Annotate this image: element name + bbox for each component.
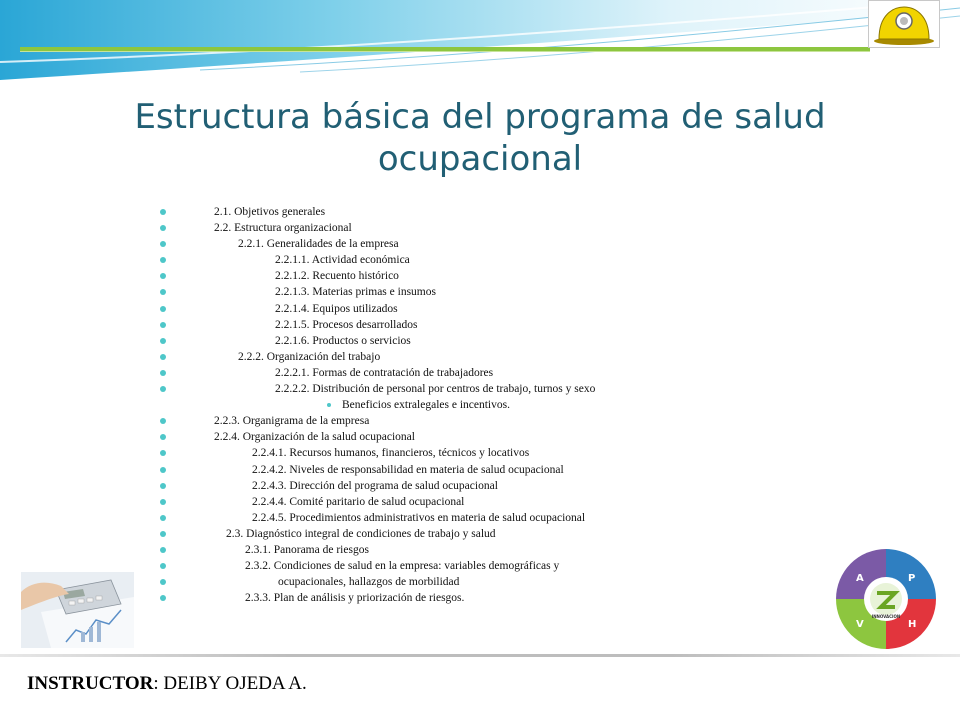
list-item: 2.1. Objetivos generales xyxy=(160,204,800,220)
bullet-icon xyxy=(160,515,166,521)
pdca-label-a: A xyxy=(856,573,864,584)
instructor-label: INSTRUCTOR xyxy=(27,673,154,694)
bullet-icon xyxy=(160,579,166,585)
list-item: 2.2.2.1. Formas de contratación de trabajadores xyxy=(160,365,800,381)
bullet-icon xyxy=(160,370,166,376)
list-item: 2.2.1.5. Procesos desarrollados xyxy=(160,317,800,333)
outline-list xyxy=(160,204,800,606)
list-item: ocupacionales, hallazgos de morbilidad xyxy=(160,574,800,590)
bullet-icon xyxy=(160,257,166,263)
list-item: 2.2.1. Generalidades de la empresa xyxy=(160,236,800,252)
bullet-icon xyxy=(160,418,166,424)
pdca-label-h: H xyxy=(908,619,917,630)
list-item: 2.3. Diagnóstico integral de condiciones de trabajo y salud xyxy=(160,526,800,542)
bullet-icon xyxy=(160,209,166,215)
instructor-name: DEIBY OJEDA A. xyxy=(163,673,307,694)
header-swoosh xyxy=(0,0,960,90)
list-item: 2.3.2. Condiciones de salud en la empresa: variables demográficas y xyxy=(160,558,800,574)
bullet-icon xyxy=(160,225,166,231)
list-item: 2.3.3. Plan de análisis y priorización de riesgos. xyxy=(160,590,800,606)
list-item: 2.2.1.2. Recuento histórico xyxy=(160,268,800,284)
list-item: Beneficios extralegales e incentivos. xyxy=(160,397,800,413)
bullet-icon xyxy=(160,338,166,344)
list-item: 2.2.1.3. Materias primas e insumos xyxy=(160,284,800,300)
list-item: 2.2.2.2. Distribución de personal por centros de trabajo, turnos y sexo xyxy=(160,381,800,397)
title-line-2: ocupacional xyxy=(377,139,583,179)
list-item: 2.2.4.3. Dirección del programa de salud ocupacional xyxy=(160,478,800,494)
pdca-label-v: V xyxy=(856,619,864,630)
bullet-icon xyxy=(160,306,166,312)
list-item: 2.2.1.4. Equipos utilizados xyxy=(160,301,800,317)
instructor-separator: : xyxy=(153,673,159,694)
bullet-icon xyxy=(160,547,166,553)
bullet-icon xyxy=(160,273,166,279)
list-item: 2.2.4.5. Procedimientos administrativos en materia de salud ocupacional xyxy=(160,510,800,526)
bullet-icon xyxy=(160,467,166,473)
list-item: 2.2.3. Organigrama de la empresa xyxy=(160,413,800,429)
page-title xyxy=(100,96,860,180)
calculator-photo xyxy=(21,572,134,648)
list-item: 2.2.1.1. Actividad económica xyxy=(160,252,800,268)
list-item: 2.2.4.4. Comité paritario de salud ocupacional xyxy=(160,494,800,510)
footer-divider xyxy=(0,654,960,657)
bullet-icon xyxy=(160,241,166,247)
pdca-center-label: INNOVACION xyxy=(871,614,901,619)
bullet-icon xyxy=(160,322,166,328)
bullet-icon xyxy=(160,563,166,569)
helmet-icon xyxy=(869,1,939,47)
bullet-icon xyxy=(160,289,166,295)
instructor-footer xyxy=(27,673,307,695)
pdca-label-p: P xyxy=(908,573,916,584)
bullet-icon xyxy=(160,595,166,601)
list-item: 2.3.1. Panorama de riesgos xyxy=(160,542,800,558)
bullet-icon xyxy=(327,403,331,407)
list-item: 2.2. Estructura organizacional xyxy=(160,220,800,236)
helmet-logo xyxy=(868,0,940,48)
bullet-icon xyxy=(160,354,166,360)
bullet-icon xyxy=(160,483,166,489)
list-item: 2.2.1.6. Productos o servicios xyxy=(160,333,800,349)
title-line-1: Estructura básica del programa de salud xyxy=(134,97,826,137)
pdca-innovation-wheel xyxy=(832,545,940,653)
list-item: 2.2.4.1. Recursos humanos, financieros, técnicos y locativos xyxy=(160,445,800,461)
bullet-icon xyxy=(160,499,166,505)
bullet-icon xyxy=(160,450,166,456)
bullet-icon xyxy=(160,386,166,392)
list-item: 2.2.4. Organización de la salud ocupacional xyxy=(160,429,800,445)
list-item: 2.2.2. Organización del trabajo xyxy=(160,349,800,365)
bullet-icon xyxy=(160,434,166,440)
list-item: 2.2.4.2. Niveles de responsabilidad en materia de salud ocupacional xyxy=(160,462,800,478)
bullet-icon xyxy=(160,531,166,537)
